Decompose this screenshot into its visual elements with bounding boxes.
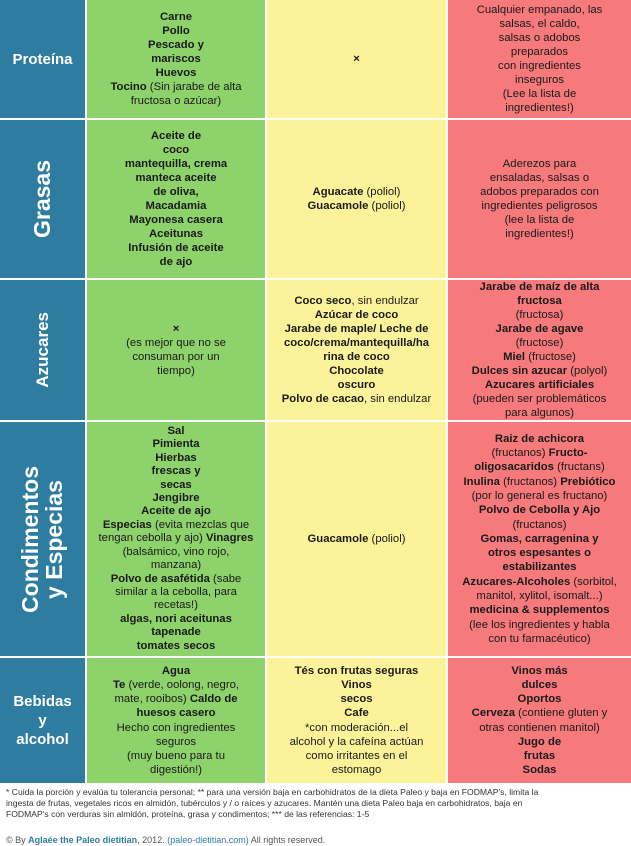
- cell-line: [313, 185, 401, 199]
- cell-line: [146, 199, 207, 213]
- cell-line: [505, 213, 575, 227]
- bold-text: tapenade: [151, 626, 201, 639]
- cell-line: [505, 227, 573, 241]
- category-grasas: [0, 120, 87, 278]
- category-label-line2: y: [38, 712, 47, 729]
- cell-line: [162, 664, 190, 678]
- bold-text: de oliva,: [153, 185, 199, 198]
- cell-line: [110, 80, 241, 94]
- bold-text: Tés con frutas seguras: [294, 665, 419, 678]
- cell-line: [131, 94, 221, 108]
- cell-line: [523, 763, 557, 777]
- note-text: (pueden ser problemáticos: [472, 393, 607, 406]
- note-text: recetas!): [154, 599, 198, 612]
- row-grasas: [0, 120, 631, 280]
- cell-line: [285, 322, 429, 336]
- note-text: salsas o adobos: [498, 31, 581, 44]
- cell-line: [490, 171, 589, 185]
- cell-line: [295, 664, 419, 678]
- note-text: (Sin jarabe de alta: [146, 81, 242, 94]
- cell-line: [479, 721, 600, 735]
- cell-line: [473, 392, 607, 406]
- bold-text: coco: [162, 143, 190, 156]
- note-text: ingredientes!): [505, 102, 574, 115]
- note-text: con ingredientes: [498, 60, 581, 72]
- bold-text: algas, nori aceitunas: [120, 612, 232, 625]
- cell-line: [282, 392, 431, 406]
- bold-text: Vinagres: [205, 532, 254, 545]
- credit-author: Aglaée the Paleo dietitian: [28, 835, 138, 845]
- green-cell-grasas: [87, 120, 267, 278]
- bold-text: Hierbas: [155, 451, 197, 464]
- bold-text: Chocolate: [329, 365, 384, 378]
- cell-line: [518, 735, 561, 749]
- bold-text: medicina & supplementos: [469, 604, 610, 617]
- bold-text: Aguacate: [312, 185, 364, 198]
- cell-line: [332, 763, 382, 777]
- category-proteina: [0, 0, 87, 118]
- copyright-credit: [6, 835, 325, 846]
- cell-line: [476, 589, 602, 603]
- cell-line: [353, 52, 360, 66]
- cell-line: [151, 626, 201, 639]
- bold-text: Carne: [159, 10, 193, 23]
- yellow-cell-grasas: [267, 120, 448, 278]
- cell-line: [505, 101, 573, 115]
- bold-text: Cafe: [344, 707, 369, 720]
- cell-line: [151, 52, 201, 66]
- cell-line: [341, 678, 372, 692]
- bold-text: Raiz de achicora: [494, 432, 585, 445]
- cell-line: [149, 227, 203, 241]
- bold-text: Sal: [167, 425, 185, 438]
- note-text: (balsámico, vino rojo,: [122, 545, 230, 558]
- bold-text: estabilizantes: [502, 561, 577, 574]
- bold-text: huesos casero: [136, 707, 216, 720]
- bold-text: fructosa: [517, 294, 562, 307]
- cell-line: [294, 294, 418, 308]
- note-text: digestión!): [149, 763, 203, 776]
- bold-text: Vinos: [341, 679, 372, 692]
- cell-line: [136, 706, 215, 720]
- cell-line: [154, 599, 198, 612]
- bold-text: Huevos: [155, 67, 197, 80]
- bold-text: otros espesantes o: [488, 547, 591, 560]
- cell-line: [491, 446, 587, 460]
- yellow-cell-bebidas: [267, 658, 448, 783]
- cell-line: [151, 559, 201, 572]
- cell-line: [137, 640, 216, 653]
- cell-line: [315, 308, 399, 322]
- cell-line: [115, 586, 237, 599]
- bold-text: Dulces sin azucar: [471, 365, 568, 378]
- bold-text: Guacamole: [307, 532, 369, 545]
- cell-line: [125, 157, 227, 171]
- red-cell-condimentos: [448, 422, 631, 656]
- bold-text: secos: [340, 693, 373, 706]
- note-text: ingredientes peligrosos: [481, 200, 598, 212]
- note-text: Aderezos para: [502, 157, 577, 170]
- note-text: (es mejor que no se: [126, 336, 226, 349]
- note-text: con tu farmacéutico): [488, 632, 591, 645]
- bold-text: Aceite de ajo: [141, 505, 211, 518]
- bold-text: Jarabe de maíz de alta: [479, 280, 600, 293]
- note-text: (poliol): [368, 200, 406, 212]
- cell-line: [117, 721, 236, 735]
- category-label: Proteína: [12, 50, 73, 68]
- bold-text: Miel: [503, 351, 526, 363]
- cell-line: [480, 280, 600, 294]
- cell-line: [485, 378, 594, 392]
- cell-line: [103, 519, 249, 532]
- cell-line: [472, 364, 608, 378]
- bold-text: Polvo de Cebolla y Ajo: [478, 504, 601, 517]
- bold-text: coco/crema/mantequilla/ha: [283, 336, 430, 349]
- note-text: Hecho con ingredientes: [116, 721, 236, 734]
- note-text: estomago: [331, 763, 382, 776]
- bold-text: Especias: [102, 518, 152, 531]
- cell-line: [152, 465, 201, 478]
- note-text: (muy bueno para tu: [127, 749, 225, 762]
- bold-text: Jarabe de maple/ Leche de: [284, 322, 429, 335]
- bold-text: Azúcar de coco: [314, 308, 399, 321]
- cell-line: [462, 575, 616, 589]
- bold-text: Agua: [161, 665, 191, 678]
- bold-text: Pimienta: [152, 438, 200, 451]
- cell-line: [480, 185, 599, 199]
- note-text: (polyol): [567, 365, 608, 378]
- bold-text: ×: [353, 52, 360, 65]
- cell-line: [157, 364, 195, 378]
- cell-line: [481, 199, 597, 213]
- cell-line: [522, 678, 558, 692]
- bold-text: mantequilla, crema: [124, 157, 228, 170]
- cell-line: [495, 432, 584, 446]
- bold-text: Te: [112, 679, 126, 692]
- bold-text: Prebiótico: [560, 475, 616, 488]
- bold-text: ×: [172, 322, 180, 335]
- row-bebidas: [0, 658, 631, 783]
- note-text: alcohol y la cafeína actúan: [289, 735, 424, 748]
- cell-line: [160, 255, 193, 269]
- green-cell-condimentos: [87, 422, 267, 656]
- credit-year: , 2012.: [137, 835, 168, 845]
- cell-line: [111, 573, 242, 586]
- cell-line: [127, 749, 225, 763]
- yellow-cell-proteina: [267, 0, 448, 118]
- note-text: (fructanos): [512, 518, 567, 531]
- note-text: como irritantes en el: [305, 749, 408, 762]
- cell-line: [499, 17, 579, 31]
- bold-text: Vinos más: [511, 665, 568, 678]
- cell-line: [306, 749, 408, 763]
- cell-line: [488, 546, 591, 560]
- green-cell-bebidas: [87, 658, 267, 783]
- note-text: *con moderación...el: [305, 721, 408, 734]
- yellow-cell-condimentos: [267, 422, 448, 656]
- note-text: (Lee la lista de: [502, 88, 577, 101]
- category-bebidas: [0, 658, 87, 783]
- cell-line: [472, 489, 608, 503]
- cell-line: [120, 613, 232, 626]
- note-text: (por lo general es fructano): [471, 489, 608, 502]
- cell-line: [515, 73, 564, 87]
- cell-line: [477, 3, 603, 17]
- credit-url-link[interactable]: (paleo-dietitian.com): [167, 835, 249, 845]
- red-cell-azucares: [448, 280, 631, 420]
- note-text: tengan cebolla y ajo): [98, 532, 206, 545]
- bold-text: rina de coco: [323, 351, 390, 363]
- bold-text: Pescado y: [148, 38, 204, 51]
- bold-text: manteca aceite: [135, 171, 217, 184]
- note-text: tiempo): [157, 365, 195, 378]
- cell-line: [308, 532, 406, 546]
- note-text: manitol, xylitol, isomalt...): [476, 590, 603, 603]
- category-label: Azucares: [32, 312, 52, 388]
- cell-line: [160, 10, 192, 24]
- bold-text: Caldo de: [189, 693, 238, 706]
- cell-line: [499, 31, 581, 45]
- cell-line: [503, 157, 576, 171]
- bold-text: Pollo: [162, 24, 190, 37]
- bold-text: Gomas, carragenina y: [480, 532, 599, 545]
- cell-line: [129, 213, 223, 227]
- note-text: (sabe: [209, 572, 242, 585]
- bold-text: Coco seco: [294, 294, 352, 307]
- cell-line: [155, 452, 196, 465]
- cell-line: [126, 336, 226, 350]
- note-text: ensaladas, salsas o: [489, 171, 590, 184]
- cell-line: [464, 475, 616, 489]
- row-proteina: [0, 0, 631, 120]
- bold-text: Polvo de asafétida: [110, 572, 210, 585]
- note-text: preparados: [510, 45, 569, 58]
- note-text: ingredientes!): [505, 228, 574, 241]
- cell-line: [123, 546, 230, 559]
- cell-line: [153, 185, 198, 199]
- cell-line: [338, 378, 376, 392]
- cell-line: [168, 425, 185, 438]
- cell-line: [308, 199, 406, 213]
- bold-text: tomates secos: [136, 639, 216, 652]
- footnote-line: FODMAP's con verduras sin almidón, proteína, grasa y condimentos; *** de las referencias: 1-5: [6, 809, 370, 819]
- cell-line: [173, 322, 180, 336]
- cell-line: [162, 24, 190, 38]
- red-cell-grasas: [448, 120, 631, 278]
- bold-text: de ajo: [159, 256, 193, 269]
- note-text: inseguros: [515, 74, 564, 87]
- cell-line: [340, 692, 372, 706]
- category-label: Grasas: [29, 159, 56, 238]
- credit-rights: All rights reserved.: [248, 835, 326, 845]
- category-label-line2: y Especias: [41, 479, 68, 599]
- cell-line: [150, 763, 202, 777]
- cell-line: [141, 505, 211, 518]
- bold-text: oligosacaridos: [474, 461, 554, 474]
- bold-text: Tocino: [110, 81, 147, 94]
- bold-text: Azucares artificiales: [484, 379, 595, 392]
- note-text: consuman por un: [132, 351, 220, 363]
- cell-line: [323, 350, 390, 364]
- cell-line: [496, 322, 584, 336]
- note-text: (evita mezclas que: [151, 518, 250, 531]
- note-text: similar a la cebolla, para: [115, 585, 237, 598]
- cell-line: [156, 66, 197, 80]
- note-text: adobos preparados con: [480, 185, 599, 198]
- cell-line: [516, 336, 564, 350]
- bold-text: Inulina: [463, 475, 500, 488]
- cell-line: [474, 460, 605, 474]
- bold-text: Cerveza: [471, 707, 515, 720]
- category-label-line1: Bebidas: [13, 693, 72, 710]
- cell-line: [148, 38, 204, 52]
- bold-text: oscuro: [337, 379, 376, 392]
- cell-line: [513, 518, 567, 532]
- note-text: fructosa o azúcar): [130, 95, 222, 108]
- note-text: (fructanos): [491, 447, 549, 460]
- cell-line: [152, 492, 199, 505]
- note-text: mate, rooibos): [114, 693, 190, 706]
- cell-line: [135, 171, 216, 185]
- footnote-line: * Cuida la porción y evalúa tu tolerancia personal; ** para una versión baja en carbohidratos de la dieta Paleo y baja en FODMAP's, limita la: [6, 787, 539, 797]
- cell-line: [128, 241, 223, 255]
- note-text: manzana): [150, 559, 202, 572]
- cell-line: [156, 735, 196, 749]
- cell-line: [329, 364, 384, 378]
- bold-text: frutas: [523, 749, 556, 762]
- green-cell-proteina: [87, 0, 267, 118]
- bold-text: frescas y: [151, 465, 201, 478]
- bold-text: Jugo de: [517, 735, 562, 748]
- bold-text: mariscos: [151, 52, 201, 65]
- red-cell-proteina: [448, 0, 631, 118]
- cell-line: [132, 350, 219, 364]
- bold-text: Oportos: [517, 693, 562, 706]
- footer: [0, 783, 631, 846]
- note-text: otras contienen manitol): [479, 721, 600, 734]
- cell-line: [472, 706, 608, 720]
- note-text: (contiene gluten y: [515, 707, 608, 720]
- cell-line: [99, 532, 254, 545]
- cell-line: [160, 479, 191, 492]
- yellow-cell-azucares: [267, 280, 448, 420]
- cell-line: [113, 678, 239, 692]
- cell-line: [114, 692, 237, 706]
- bold-text: Azucares-Alcoholes: [462, 575, 571, 588]
- bold-text: Aceitunas: [149, 228, 203, 241]
- cell-line: [470, 603, 610, 617]
- note-text: seguros: [155, 735, 197, 748]
- bold-text: Aceite de: [150, 129, 202, 142]
- cell-line: [511, 45, 568, 59]
- note-text: , sin endulzar: [351, 294, 419, 307]
- category-azucares: [0, 280, 87, 420]
- cell-line: [503, 87, 576, 101]
- bold-text: secas: [160, 478, 192, 491]
- cell-line: [344, 706, 369, 720]
- cell-line: [505, 406, 574, 420]
- note-text: (poliol): [363, 185, 401, 198]
- note-text: (fructose): [515, 336, 564, 349]
- bold-text: Infusión de aceite: [128, 242, 224, 255]
- note-text: Cualquier empanado, las: [476, 3, 603, 16]
- note-text: salsas, el caldo,: [499, 17, 580, 30]
- cell-line: [498, 59, 581, 73]
- category-label-line1: Condimentos: [17, 465, 44, 613]
- bold-text: Fructo-: [548, 447, 588, 460]
- bold-text: Guacamole: [307, 200, 369, 212]
- note-text: (fructose): [525, 351, 576, 363]
- category-label: [18, 466, 66, 613]
- cell-line: [284, 336, 429, 350]
- bold-text: Jengibre: [152, 492, 200, 505]
- note-text: (fructanos): [499, 475, 561, 488]
- note-text: , sin endulzar: [364, 393, 432, 406]
- bold-text: Sodas: [522, 763, 557, 776]
- bold-text: Macadamia: [145, 200, 207, 212]
- row-condimentos: [0, 422, 631, 658]
- cell-line: [502, 560, 576, 574]
- note-text: (lee los ingredientes y habla: [469, 618, 610, 631]
- credit-prefix: © By: [6, 835, 29, 845]
- cell-line: [488, 632, 590, 646]
- cell-line: [469, 618, 610, 632]
- row-azucares: [0, 280, 631, 422]
- category-condimentos: [0, 422, 87, 656]
- category-label-line3: alcohol: [16, 731, 69, 748]
- bold-text: Polvo de cacao: [281, 393, 365, 406]
- category-label: [13, 692, 71, 749]
- cell-line: [163, 143, 189, 157]
- footnote-line: ingesta de frutas, vegetales ricos en almidón, tubérculos y / o raíces y azucares. Mantén una dieta Paleo baja en carbohidratos, baja en: [6, 798, 523, 808]
- cell-line: [511, 664, 567, 678]
- cell-line: [516, 308, 564, 322]
- bold-text: dulces: [521, 679, 558, 692]
- bold-text: Mayonesa casera: [129, 214, 223, 227]
- cell-line: [290, 735, 424, 749]
- note-text: (sorbitol,: [570, 575, 617, 588]
- note-text: (poliol): [368, 532, 406, 545]
- note-text: (fructans): [553, 461, 605, 474]
- note-text: (verde, oolong, negro,: [125, 679, 240, 692]
- green-cell-azucares: [87, 280, 267, 420]
- cell-line: [480, 532, 598, 546]
- cell-line: [517, 294, 562, 308]
- cell-line: [152, 438, 199, 451]
- red-cell-bebidas: [448, 658, 631, 783]
- bold-text: Jarabe de agave: [495, 322, 584, 335]
- cell-line: [479, 503, 600, 517]
- cell-line: [524, 749, 555, 763]
- cell-line: [305, 721, 408, 735]
- cell-line: [503, 350, 576, 364]
- cell-line: [518, 692, 562, 706]
- note-text: (lee la lista de: [504, 214, 575, 227]
- note-text: para algunos): [504, 407, 575, 420]
- note-text: (fructosa): [515, 308, 564, 321]
- cell-line: [151, 129, 201, 143]
